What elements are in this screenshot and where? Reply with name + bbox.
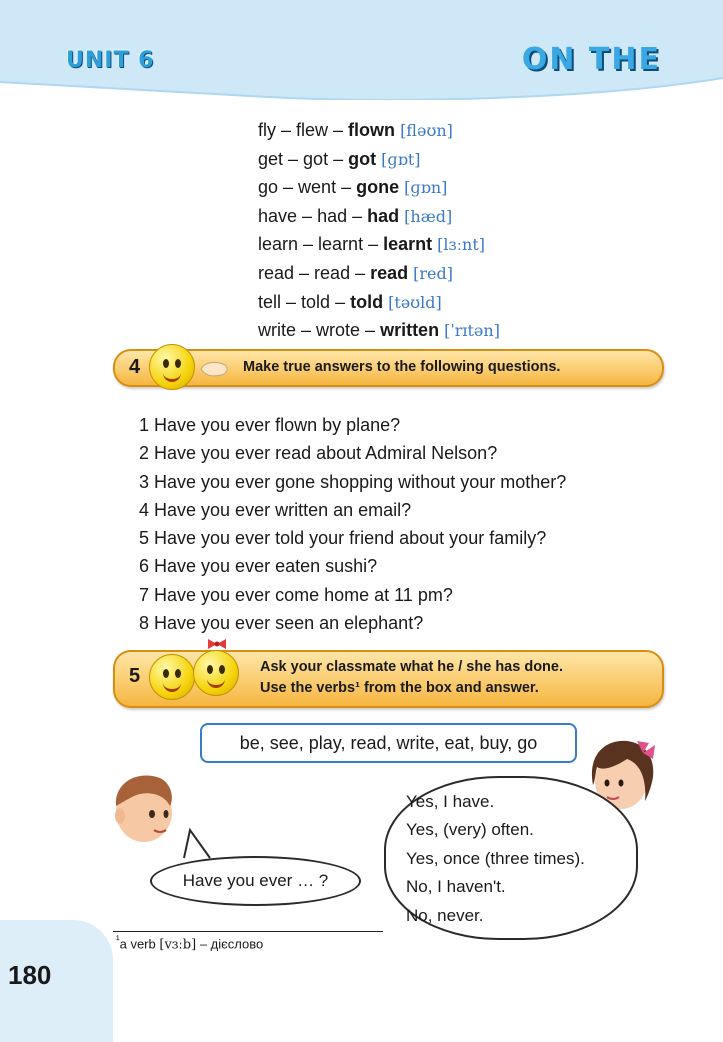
question-bubble: Have you ever … ? <box>150 856 361 906</box>
exercise-number: 5 <box>129 665 141 687</box>
exercise-4-banner <box>113 349 664 387</box>
page-number: 180 <box>8 960 52 990</box>
exercise-instruction-line2: Use the verbs¹ from the box and answer. <box>260 680 539 696</box>
verb-row: read – read – read [red] <box>258 262 453 283</box>
exercise-5-banner <box>113 650 664 708</box>
verb-row: learn – learnt – learnt [lɜːnt] <box>258 234 486 255</box>
verb-row: get – got – got [ɡɒt] <box>258 148 421 169</box>
question-item: 2 Have you ever read about Admiral Nelson? <box>139 443 498 464</box>
verb-box: be, see, play, read, write, eat, buy, go <box>200 723 577 763</box>
footnote: $^{^1}$a verb [vɜːb] – дієслово <box>116 934 264 953</box>
verb-row: tell – told – told [təʊld] <box>258 291 442 312</box>
exercise-instruction-line1: Ask your classmate what he / she has done. <box>260 659 563 675</box>
section-title: ON THE <box>521 42 661 77</box>
question-item: 5 Have you ever told your friend about your family? <box>139 528 547 549</box>
questions-list <box>139 411 566 637</box>
hand-icon <box>199 359 229 379</box>
question-item: 1 Have you ever flown by plane? <box>139 415 401 435</box>
answer-item: Yes, once (three times). <box>406 848 585 868</box>
smiley-icon <box>149 654 195 700</box>
question-item: 8 Have you ever seen an elephant? <box>139 613 424 634</box>
smiley-icon <box>149 344 195 390</box>
question-item: 7 Have you ever come home at 11 pm? <box>139 584 453 605</box>
question-item: 4 Have you ever written an email? <box>139 499 412 520</box>
question-item: 6 Have you ever eaten sushi? <box>139 556 378 577</box>
answers-bubble <box>384 776 638 940</box>
answer-item: No, I haven't. <box>406 877 506 897</box>
verb-row: have – had – had [hæd] <box>258 205 453 226</box>
answer-item: Yes, I have. <box>406 792 495 811</box>
bow-icon <box>207 638 227 650</box>
smiley-girl-icon <box>193 650 239 696</box>
footnote-divider <box>113 931 383 932</box>
answer-item: No, never. <box>406 905 484 925</box>
exercise-number: 4 <box>129 356 141 378</box>
verb-row: write – wrote – written [ˈrɪtən] <box>258 320 500 341</box>
verb-row: fly – flew – flown [fləʊn] <box>258 120 453 140</box>
answer-item: Yes, (very) often. <box>406 820 534 840</box>
answers-list <box>406 788 585 930</box>
exercise-instruction: Make true answers to the following questions. <box>243 359 561 375</box>
unit-title: UNIT 6 <box>66 48 155 73</box>
verb-forms-list <box>258 116 500 345</box>
question-item: 3 Have you ever gone shopping without your mother? <box>139 471 567 492</box>
verb-row: go – went – gone [ɡɒn] <box>258 177 448 198</box>
